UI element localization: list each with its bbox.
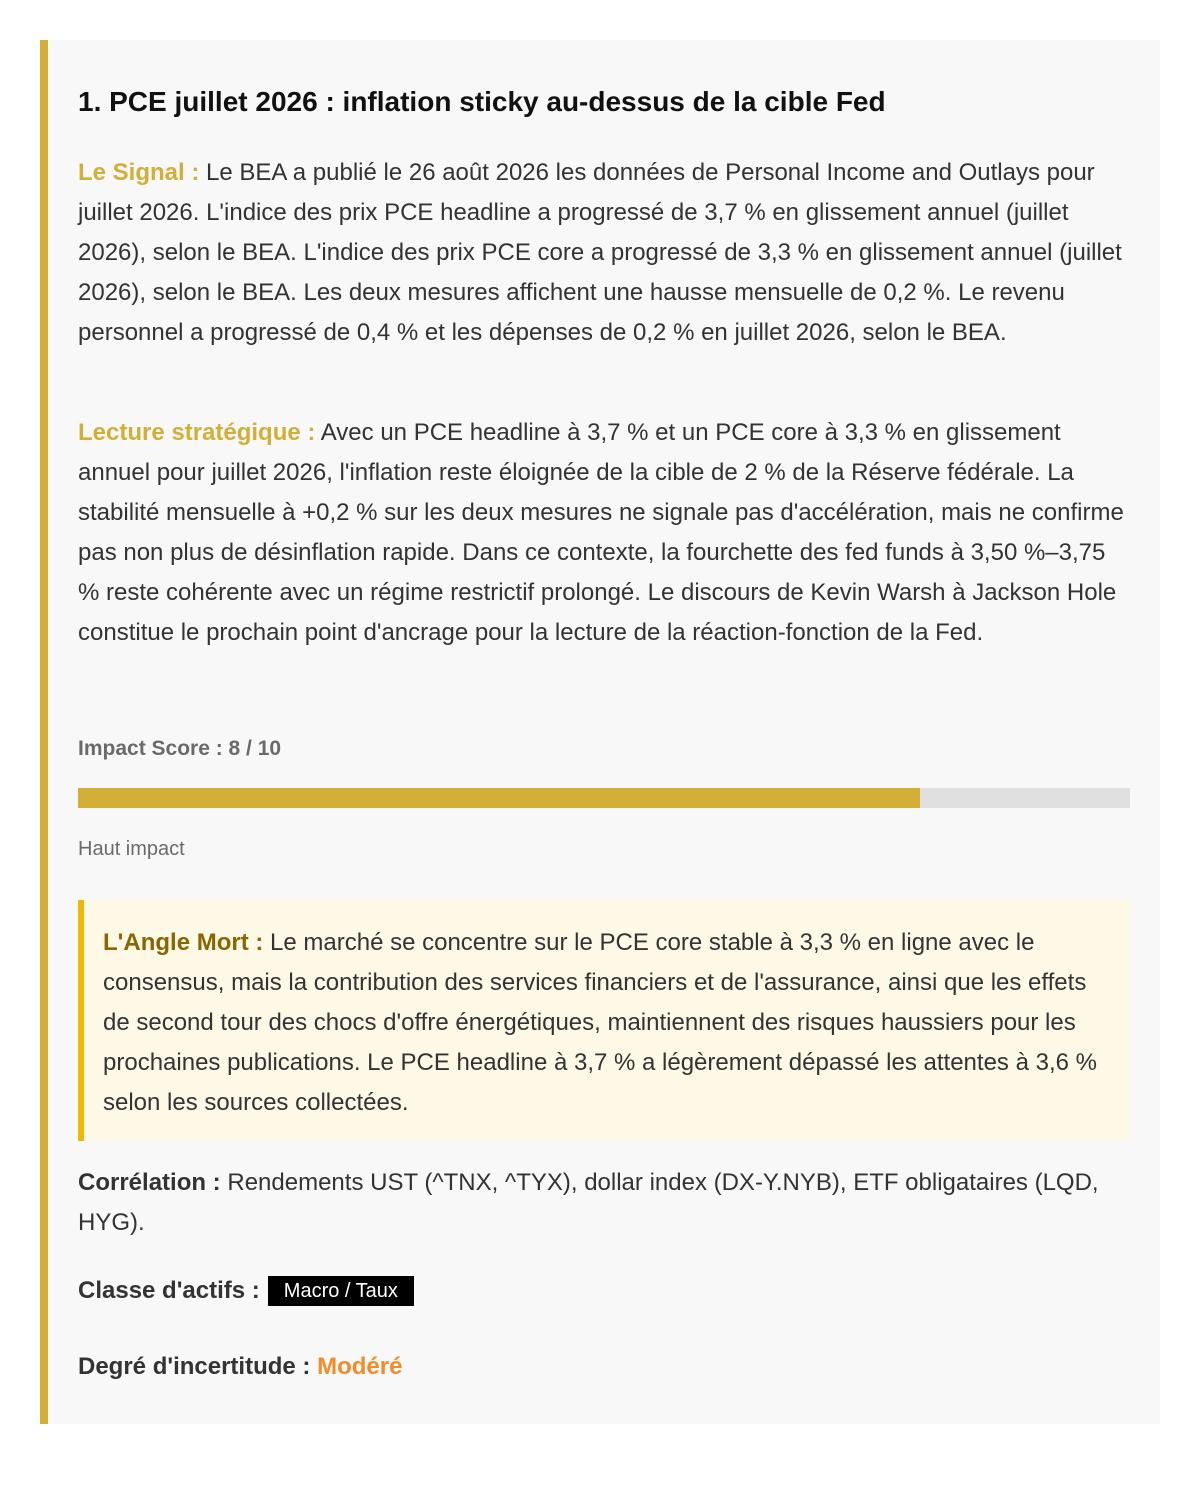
angle-mort-label: L'Angle Mort : (103, 929, 264, 956)
article-title: 1. PCE juillet 2026 : inflation sticky au-dessus de la cible Fed (78, 86, 886, 117)
uncertainty-value: Modéré (317, 1353, 403, 1380)
uncertainty-label: Degré d'incertitude : (78, 1353, 311, 1380)
signal-paragraph (78, 153, 1128, 353)
signal-label: Le Signal : (78, 159, 200, 186)
asset-class-tag: Macro / Taux (268, 1276, 414, 1306)
uncertainty-row (78, 1348, 402, 1386)
impact-score-bar (78, 788, 1130, 808)
asset-class-row (78, 1272, 414, 1310)
impact-score-label: Impact Score : 8 / 10 (78, 737, 282, 760)
angle-mort-callout (78, 900, 1130, 1141)
angle-mort-paragraph (103, 923, 1113, 1123)
article-card (40, 40, 1160, 1424)
lecture-paragraph (78, 413, 1128, 653)
impact-caption: Haut impact (78, 838, 185, 860)
asset-class-label: Classe d'actifs : (78, 1277, 260, 1304)
correlation-paragraph (78, 1163, 1128, 1243)
lecture-text: Avec un PCE headline à 3,7 % et un PCE core à 3,3 % en glissement annuel pour juillet 2026, l'inflation reste éloignée de la cible de 2 % de la Réserve fédérale. La stabilité mensuelle à +0,2 % sur les deux mesures ne signale pas d'accélération, mais ne confirme pas non plus de désinflation rapide. Dans ce contexte, la fourchette des fed funds à 3,50 %–3,75 % reste cohérente avec un régime restrictif prolongé. Le discours de Kevin Warsh à Jackson Hole constitue le prochain point d'ancrage pour la lecture de la réaction-fonction de la Fed. (78, 419, 1124, 646)
lecture-label: Lecture stratégique : (78, 419, 316, 446)
signal-text: Le BEA a publié le 26 août 2026 les données de Personal Income and Outlays pour juillet 2026. L'indice des prix PCE headline a progressé de 3,7 % en glissement annuel (juillet 2026), selon le BEA. L'indice des prix PCE core a progressé de 3,3 % en glissement annuel (juillet 2026), selon le BEA. Les deux mesures affichent une hausse mensuelle de 0,2 %. Le revenu personnel a progressé de 0,4 % et les dépenses de 0,2 % en juillet 2026, selon le BEA. (78, 159, 1122, 346)
correlation-text: Rendements UST (^TNX, ^TYX), dollar index (DX-Y.NYB), ETF obligataires (LQD, HYG). (78, 1169, 1099, 1236)
angle-mort-text: Le marché se concentre sur le PCE core stable à 3,3 % en ligne avec le consensus, mais la contribution des services financiers et de l'assurance, ainsi que les effets de second tour des chocs d'offre énergétiques, maintiennent des risques haussiers pour les prochaines publications. Le PCE headline à 3,7 % a légèrement dépassé les attentes à 3,6 % selon les sources collectées. (103, 929, 1097, 1116)
impact-score-fill (78, 788, 920, 808)
correlation-label: Corrélation : (78, 1169, 221, 1196)
